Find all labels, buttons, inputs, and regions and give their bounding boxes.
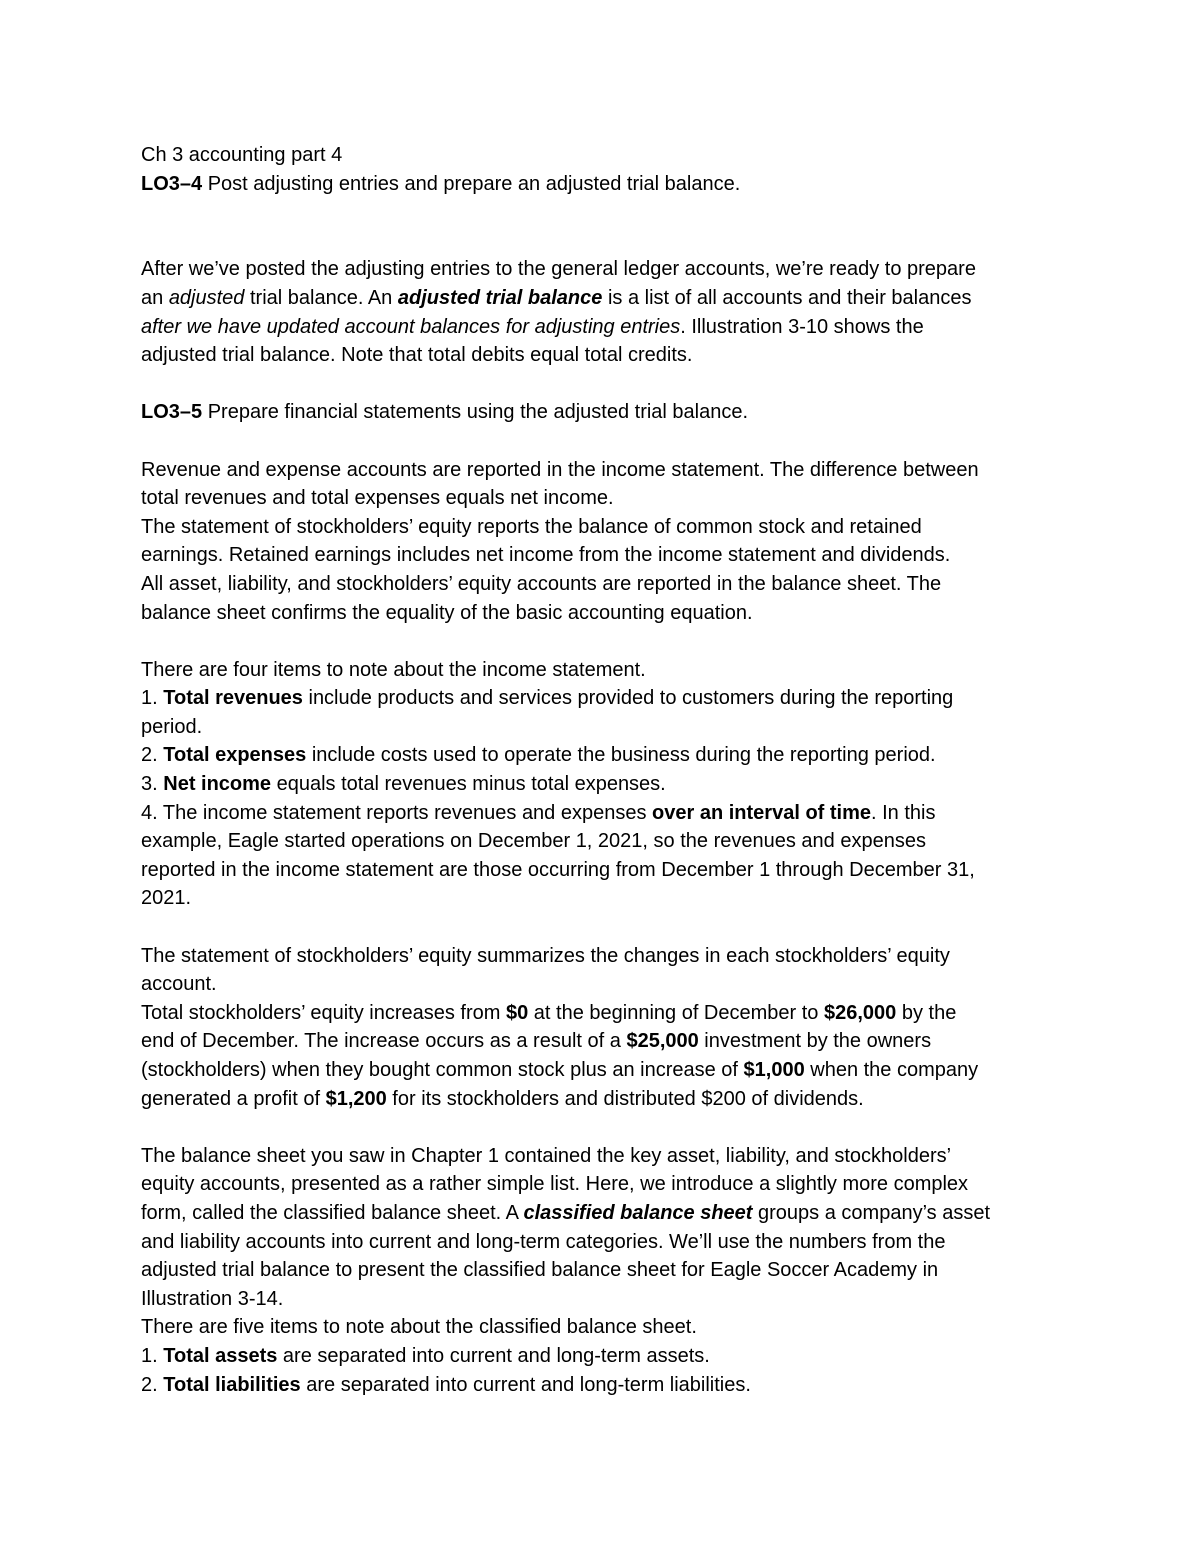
spacer: [141, 427, 1060, 456]
text-run: include costs used to operate the business during the reporting period.: [306, 744, 936, 767]
spacer: [141, 198, 1060, 255]
text-run: (stockholders) when they bought common stock plus an increase of: [141, 1059, 744, 1081]
amount: $26,000: [823, 1001, 897, 1024]
text-run: is a list of all accounts and their balances: [602, 286, 972, 309]
lo34-text: Post adjusting entries and prepare an adjusted trial balance.: [202, 172, 741, 195]
equity-line5: [141, 1056, 1060, 1085]
amount: $0: [505, 1001, 529, 1024]
bold-term: Total revenues: [163, 687, 303, 710]
lo34-code: LO3–4: [141, 172, 203, 195]
text-run: generated a profit of: [141, 1087, 326, 1110]
para1-line3: [141, 313, 1060, 342]
lo35-code: LO3–5: [141, 401, 203, 424]
text-run: at the beginning of December to: [528, 1001, 824, 1024]
balance-line2: equity accounts, presented as a rather simple list. Here, we introduce a slightly more complex: [141, 1173, 969, 1196]
balance-item-2: [141, 1371, 1060, 1400]
income-intro: There are four items to note about the income statement.: [141, 658, 646, 681]
spacer: [141, 1113, 1060, 1142]
income-item-2: [141, 741, 1060, 770]
text-run: an: [141, 286, 169, 309]
amount: $1,200: [325, 1087, 387, 1110]
text-run: are separated into current and long-term assets.: [277, 1344, 710, 1367]
para2-line6: balance sheet confirms the equality of the basic accounting equation.: [141, 601, 753, 624]
bold-term: Total expenses: [163, 744, 307, 767]
text-run: include products and services provided to customers during the reporting: [302, 687, 954, 710]
text-run: groups a company’s asset: [752, 1201, 991, 1224]
text-run: trial balance. An: [244, 286, 398, 309]
income-item-4: [141, 799, 1060, 828]
equity-line6: [141, 1085, 1060, 1114]
para2-line4: earnings. Retained earnings includes net income from the income statement and dividends.: [141, 544, 951, 567]
text-run: Total stockholders’ equity increases from: [141, 1001, 506, 1024]
text-run: end of December. The increase occurs as a result of a: [141, 1030, 627, 1053]
balance-line3: [141, 1199, 1060, 1228]
text-run: . Illustration 3-10 shows the: [680, 315, 924, 338]
income-item-4-cont1: example, Eagle started operations on December 1, 2021, so the revenues and expenses: [141, 830, 926, 853]
bold-term: Total assets: [163, 1344, 278, 1367]
bold-term: over an interval of time: [652, 801, 872, 824]
balance-line4: and liability accounts into current and long-term categories. We’ll use the numbers from the: [141, 1230, 946, 1253]
text-run: when the company: [804, 1059, 979, 1081]
amount: $25,000: [626, 1030, 699, 1053]
income-item-4-cont3: 2021.: [141, 887, 192, 910]
lo35-heading: [141, 398, 1060, 427]
equity-line4: [141, 1027, 1060, 1056]
lo34-heading: [141, 170, 1060, 199]
balance-line1: The balance sheet you saw in Chapter 1 contained the key asset, liability, and stockholders’: [141, 1144, 952, 1167]
balance-line6: Illustration 3-14.: [141, 1287, 284, 1310]
text-run: 4. The income statement reports revenues and expenses: [141, 801, 653, 824]
bold-term: Total liabilities: [163, 1373, 301, 1396]
term-classified-balance-sheet: classified balance sheet: [523, 1201, 753, 1224]
equity-line3: [141, 999, 1060, 1028]
para2-line2: total revenues and total expenses equals net income.: [141, 487, 614, 510]
spacer: [141, 913, 1060, 942]
text-run: by the: [896, 1001, 957, 1024]
para2-line3: The statement of stockholders’ equity reports the balance of common stock and retained: [141, 515, 922, 538]
income-item-4-cont2: reported in the income statement are those occurring from December 1 through December 31,: [141, 858, 975, 881]
income-item-3: [141, 770, 1060, 799]
equity-line1: The statement of stockholders’ equity summarizes the changes in each stockholders’ equity: [141, 944, 950, 967]
text-run: form, called the classified balance sheet. A: [141, 1201, 524, 1224]
bold-term: Net income: [163, 773, 272, 796]
spacer: [141, 627, 1060, 656]
balance-line7: There are five items to note about the classified balance sheet.: [141, 1316, 697, 1339]
text-run: 3.: [141, 773, 164, 796]
text-run: 2.: [141, 744, 164, 767]
para1-line1: After we’ve posted the adjusting entries to the general ledger accounts, we’re ready to prepare: [141, 258, 976, 281]
balance-item-1: [141, 1342, 1060, 1371]
italic-run: adjusted: [168, 286, 245, 309]
para1-line4: adjusted trial balance. Note that total debits equal total credits.: [141, 344, 693, 367]
text-run: 1.: [141, 1344, 164, 1367]
text-run: investment by the owners: [698, 1030, 932, 1053]
equity-line2: account.: [141, 973, 217, 996]
italic-run: after we have updated account balances for adjusting entries: [141, 315, 681, 338]
term-adjusted-trial-balance: adjusted trial balance: [397, 286, 603, 309]
text-run: equals total revenues minus total expenses.: [271, 773, 666, 796]
text-run: . In this: [871, 801, 936, 824]
document-title: Ch 3 accounting part 4: [141, 144, 343, 166]
income-item-1: [141, 684, 1060, 713]
text-run: are separated into current and long-term liabilities.: [300, 1373, 751, 1396]
text-run: 2.: [141, 1373, 164, 1396]
spacer: [141, 370, 1060, 399]
balance-line5: adjusted trial balance to present the classified balance sheet for Eagle Soccer Academy in: [141, 1259, 939, 1282]
text-run: 1.: [141, 687, 164, 710]
text-run: for its stockholders and distributed $200 of dividends.: [386, 1087, 864, 1110]
para2-line1: Revenue and expense accounts are reported in the income statement. The difference between: [141, 458, 979, 481]
para1-line2: [141, 284, 1060, 313]
lo35-text: Prepare financial statements using the adjusted trial balance.: [202, 401, 749, 424]
income-item-1-cont: period.: [141, 715, 203, 738]
para2-line5: All asset, liability, and stockholders’ equity accounts are reported in the balance sheet. The: [141, 572, 942, 595]
amount: $1,000: [743, 1059, 805, 1081]
